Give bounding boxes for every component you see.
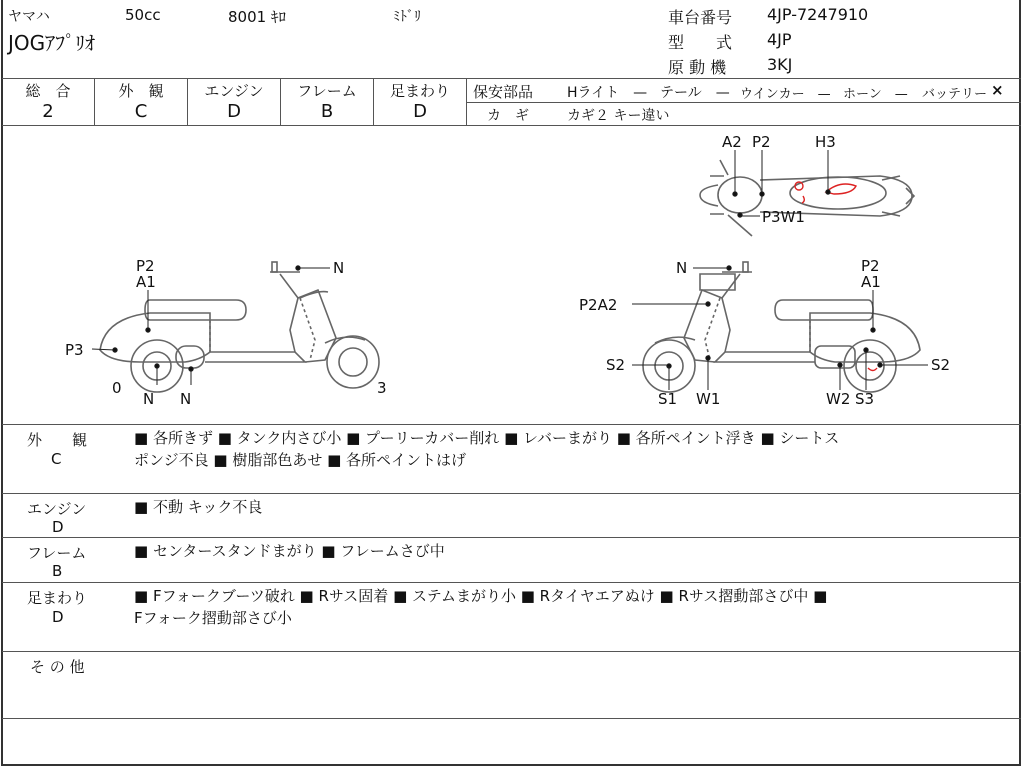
frame-remarks-line1: ■ センタースタンドまがり ■ フレームさび中	[134, 542, 445, 560]
label-right-S2-right: S2	[931, 356, 951, 374]
exterior-remarks-line2: ポンジ不良 ■ 樹脂部色あせ ■ 各所ペイントはげ	[134, 451, 467, 469]
exterior-remarks-line1: ■ 各所きず ■ タンク内さび小 ■ プーリーカバー削れ ■ レバーまがり ■ 各所ペイント浮き ■ シートス	[134, 429, 840, 447]
damage-diagram	[0, 126, 1024, 424]
battery-status: バッテリー	[922, 87, 988, 102]
frame-section-grade: B	[52, 562, 63, 580]
suspension-section-grade: D	[52, 608, 64, 626]
model-name: JOGｱﾌﾟﾘｵ	[8, 31, 96, 55]
battery-mark: ×	[991, 81, 1004, 99]
suspension-remarks-line2: Fフォーク摺動部さび小	[134, 609, 292, 627]
label-right-A1: A1	[861, 273, 881, 291]
key-label: カ ギ	[487, 108, 529, 124]
suspension-grade: D	[413, 101, 427, 122]
horn-status: ホーン —	[843, 87, 908, 102]
label-right-N: N	[676, 259, 688, 277]
label-right-P2A2: P2A2	[579, 296, 618, 314]
label-top-P2: P2	[752, 133, 771, 151]
label-right-S1: S1	[658, 390, 678, 408]
divider	[2, 651, 1021, 652]
exterior-label: 外 観	[118, 82, 164, 100]
label-top-H3: H3	[815, 133, 836, 151]
engine-grade-label: エンジン	[204, 82, 264, 100]
label-top-P3W1: P3W1	[762, 208, 805, 226]
label-top-A2: A2	[722, 133, 742, 151]
engine-value: 3KJ	[767, 55, 793, 74]
headlight-status: Hライト —	[567, 85, 648, 101]
divider	[466, 78, 467, 125]
maker: ヤマハ	[8, 9, 50, 25]
frame-grade-label: フレーム	[297, 82, 357, 100]
label-left-three: 3	[377, 379, 387, 397]
exterior-grade: C	[134, 101, 148, 122]
tail-status: テール —	[660, 85, 730, 101]
label-left-P2: P2	[136, 257, 155, 275]
exterior-section-label: 外 観	[27, 431, 88, 449]
engine-section-grade: D	[52, 518, 64, 536]
suspension-section-label: 足まわり	[27, 589, 88, 607]
key-value: カギ２ キー違い	[567, 108, 670, 124]
label-right-P2: P2	[861, 257, 880, 275]
overall-grade: 2	[42, 101, 54, 122]
frame-grade: B	[320, 101, 334, 122]
suspension-grade-label: 足まわり	[389, 82, 450, 100]
frame-no: 4JP-7247910	[767, 5, 869, 24]
engine-section-label: エンジン	[27, 500, 87, 518]
label-left-N-a: N	[143, 390, 155, 408]
divider	[467, 102, 1021, 103]
label-left-zero: 0	[112, 379, 122, 397]
overall-label: 総 合	[25, 82, 71, 100]
exterior-section-grade: C	[51, 450, 62, 468]
safety-label: 保安部品	[473, 83, 534, 101]
mileage: 8001 ｷﾛ	[228, 8, 286, 26]
frame-section-label: フレーム	[27, 544, 87, 562]
top-view-scooter-icon	[700, 160, 914, 236]
type-value: 4JP	[767, 30, 792, 49]
type-label: 型 式	[668, 33, 733, 52]
divider	[2, 537, 1021, 538]
winker-status: ウインカー —	[740, 87, 831, 102]
divider	[2, 78, 1021, 79]
divider	[2, 424, 1021, 425]
engine-remarks-line1: ■ 不動 キック不良	[134, 498, 263, 516]
frame-no-label: 車台番号	[668, 8, 733, 27]
label-right-S3: S3	[855, 390, 875, 408]
label-right-W2: W2	[826, 390, 851, 408]
divider	[2, 718, 1021, 719]
color: ﾐﾄﾞﾘ	[393, 9, 421, 25]
other-section-label: そ の 他	[30, 658, 85, 676]
engine-grade: D	[227, 101, 241, 122]
label-left-N-b: N	[180, 390, 192, 408]
divider	[2, 493, 1021, 494]
label-left-A1: A1	[136, 273, 156, 291]
label-left-P3: P3	[65, 341, 84, 359]
divider	[2, 582, 1021, 583]
label-right-W1: W1	[696, 390, 721, 408]
displacement: 50cc	[125, 6, 161, 24]
engine-label: 原 動 機	[668, 58, 727, 77]
label-left-N-top: N	[333, 259, 345, 277]
suspension-remarks-line1: ■ Fフォークブーツ破れ ■ Rサス固着 ■ ステムまがり小 ■ Rタイヤエアぬけ ■ Rサス摺動部さび中 ■	[134, 587, 828, 605]
label-right-S2-left: S2	[606, 356, 626, 374]
